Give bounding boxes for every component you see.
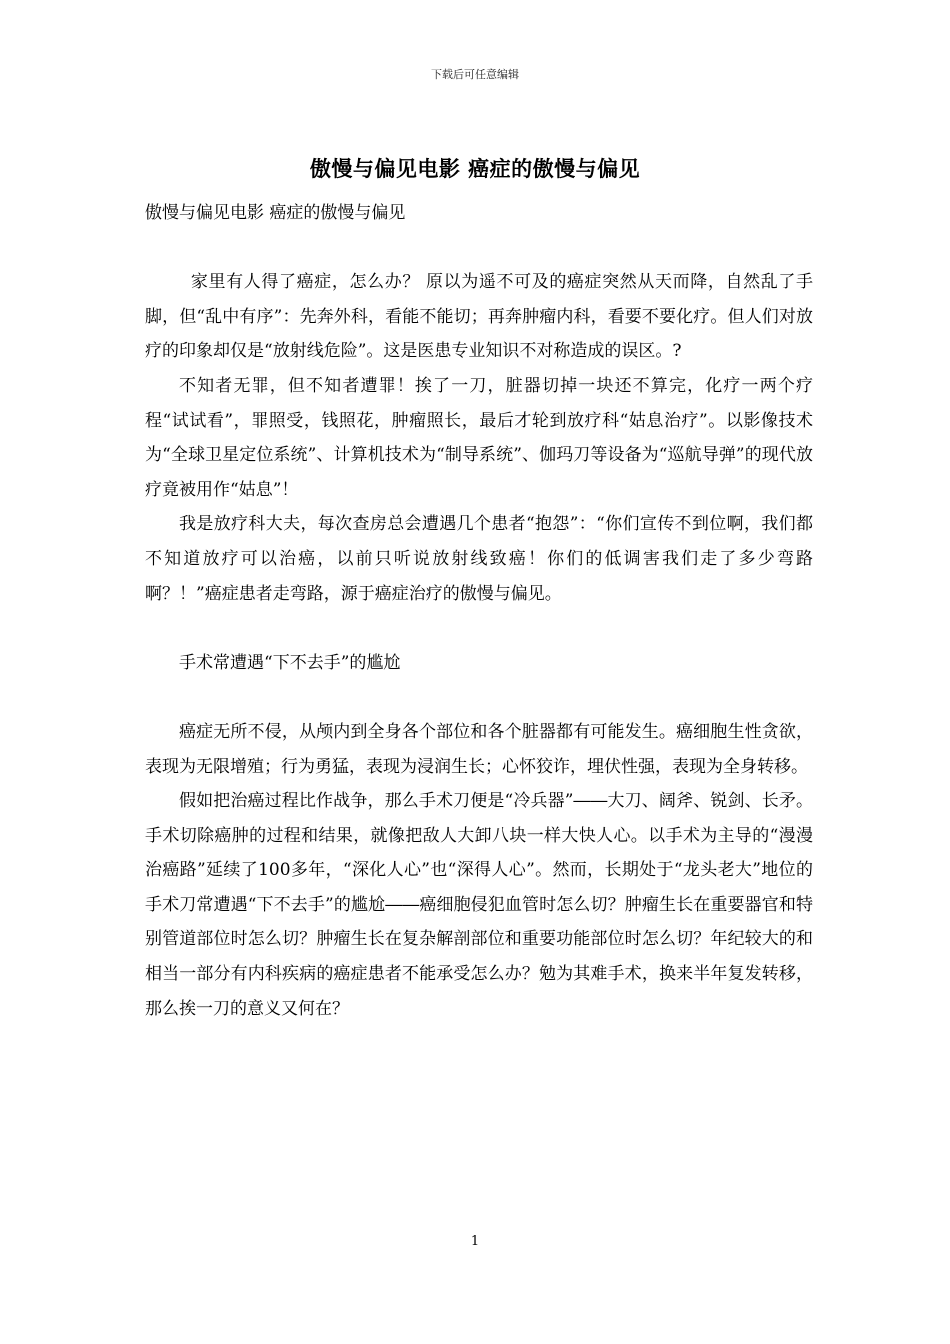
paragraph-2: 不知者无罪，但不知者遭罪！挨了一刀，脏器切掉一块还不算完，化疗一两个疗程“试试看”，罪照受，钱照花，肿瘤照长，最后才轮到放疗科“姑息治疗”。以影像技术为“全球卫星定位系统”、计算机技术为“制导系统”、伽玛刀等设备为“巡航导弹”的现代放疗竟被用作“姑息”！ <box>145 375 813 500</box>
page-header-note: 下载后可任意编辑 <box>431 68 519 81</box>
page-number: 1 <box>470 1234 480 1249</box>
paragraph-1: 家里有人得了癌症，怎么办？ 原以为遥不可及的癌症突然从天而降，自然乱了手脚，但“乱中有序”：先奔外科，看能不能切；再奔肿瘤内科，看要不要化疗。但人们对放疗的印象却仅是“放射线危险”。这是医患专业知识不对称造成的误区。? <box>145 272 813 362</box>
paragraph-4: 癌症无所不侵，从颅内到全身各个部位和各个脏器都有可能发生。癌细胞生性贪欲，表现为无限增殖；行为勇猛，表现为浸润生长；心怀狡诈，埋伏性强，表现为全身转移。 <box>145 721 813 777</box>
spacer <box>145 231 813 266</box>
paragraph-3: 我是放疗科大夫，每次查房总会遭遇几个患者“抱怨”：“你们宣传不到位啊，我们都不知道放疗可以治癌，以前只听说放射线致癌！你们的低调害我们走了多少弯路啊？！”癌症患者走弯路，源于癌症治疗的傲慢与偏见。 <box>145 514 813 604</box>
document-subtitle: 傲慢与偏见电影 癌症的傲慢与偏见 <box>145 203 406 223</box>
document-body <box>145 196 813 1026</box>
spacer <box>145 611 813 646</box>
spacer <box>145 680 813 715</box>
document-title: 傲慢与偏见电影 癌症的傲慢与偏见 <box>309 156 641 181</box>
section-heading: 手术常遭遇“下不去手”的尴尬 <box>179 652 401 673</box>
paragraph-5: 假如把治癌过程比作战争，那么手术刀便是“冷兵器”――大刀、阔斧、锐剑、长矛。手术切除癌肿的过程和结果，就像把敌人大卸八块一样大快人心。以手术为主导的“漫漫治癌路”延续了100多年，“深化人心”也“深得人心”。然而，长期处于“龙头老大”地位的手术刀常遭遇“下不去手”的尴尬――癌细胞侵犯血管时怎么切？肿瘤生长在重要器官和特别管道部位时怎么切？肿瘤生长在复杂解剖部位和重要功能部位时怎么切？年纪较大的和相当一部分有内科疾病的癌症患者不能承受怎么办？勉为其难手术，换来半年复发转移，那么挨一刀的意义又何在？ <box>145 791 813 1019</box>
